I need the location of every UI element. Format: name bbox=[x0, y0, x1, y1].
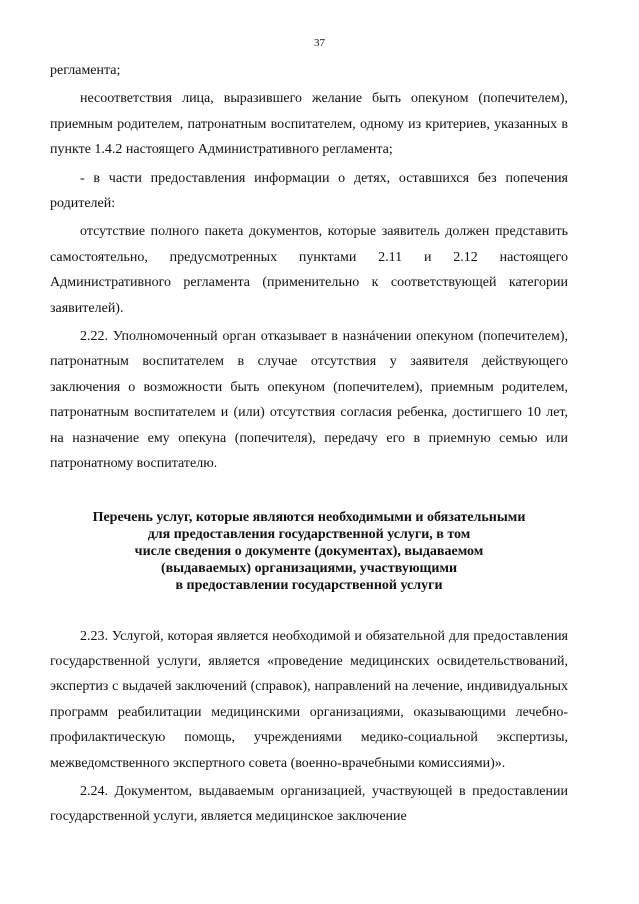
paragraph: 2.23. Услугой, которая является необходимой и обязательной для предоставления государственной услуги, является «проведение медицинских освидетельствований, экспертиз с выдачей заключений (справок), направлений на лечение, индивидуальных программ реабилитации медицинскими организациями, оказывающими лечебно-профилактическую помощь, учреждениями медико-социальной экспертизы, межведомственного экспертного совета (военно-врачебными комиссиями)». bbox=[50, 628, 568, 771]
paragraph: отсутствие полного пакета документов, которые заявитель должен представить самостоятельно, предусмотренных пунктами 2.11 и 2.12 настоящего Административного регламента (применительно к соответствующей категории заявителей). bbox=[50, 224, 568, 316]
section-heading bbox=[50, 509, 568, 594]
paragraph: 2.22. Уполномоченный орган отказывает в назнáчении опекуном (попечителем), патронатным воспитателем в случае отсутствия у заявителя действующего заключения о возможности быть опекуном (попечителем), приемным родителем, патронатным воспитателем и (или) отсутствия согласия ребенка, достигшего 10 лет, на назначение ему опекуна (попечителя), передачу его в приемную семью или патронатному воспитателю. bbox=[50, 329, 568, 472]
heading-line: (выдаваемых) организациями, участвующими bbox=[160, 560, 458, 576]
heading-line: числе сведения о документе (документах), выдаваемом bbox=[134, 543, 484, 559]
heading-line: Перечень услуг, которые являются необходимыми и обязательными bbox=[92, 509, 526, 525]
page-number: 37 bbox=[314, 37, 325, 49]
paragraph: - в части предоставления информации о детях, оставшихся без попечения родителей: bbox=[50, 170, 568, 212]
paragraph: 2.24. Документом, выдаваемым организацией, участвующей в предоставлении государственной услуги, является медицинское заключение bbox=[50, 783, 568, 825]
paragraph: регламента; bbox=[50, 63, 121, 78]
paragraph: несоответствия лица, выразившего желание быть опекуном (попечителем), приемным родителем, патронатным воспитателем, одному из критериев, указанных в пункте 1.4.2 настоящего Административного регламента; bbox=[50, 91, 568, 158]
heading-line: для предоставления государственной услуги, в том bbox=[147, 526, 471, 542]
heading-line: в предоставлении государственной услуги bbox=[175, 577, 443, 593]
document-body bbox=[50, 58, 568, 830]
